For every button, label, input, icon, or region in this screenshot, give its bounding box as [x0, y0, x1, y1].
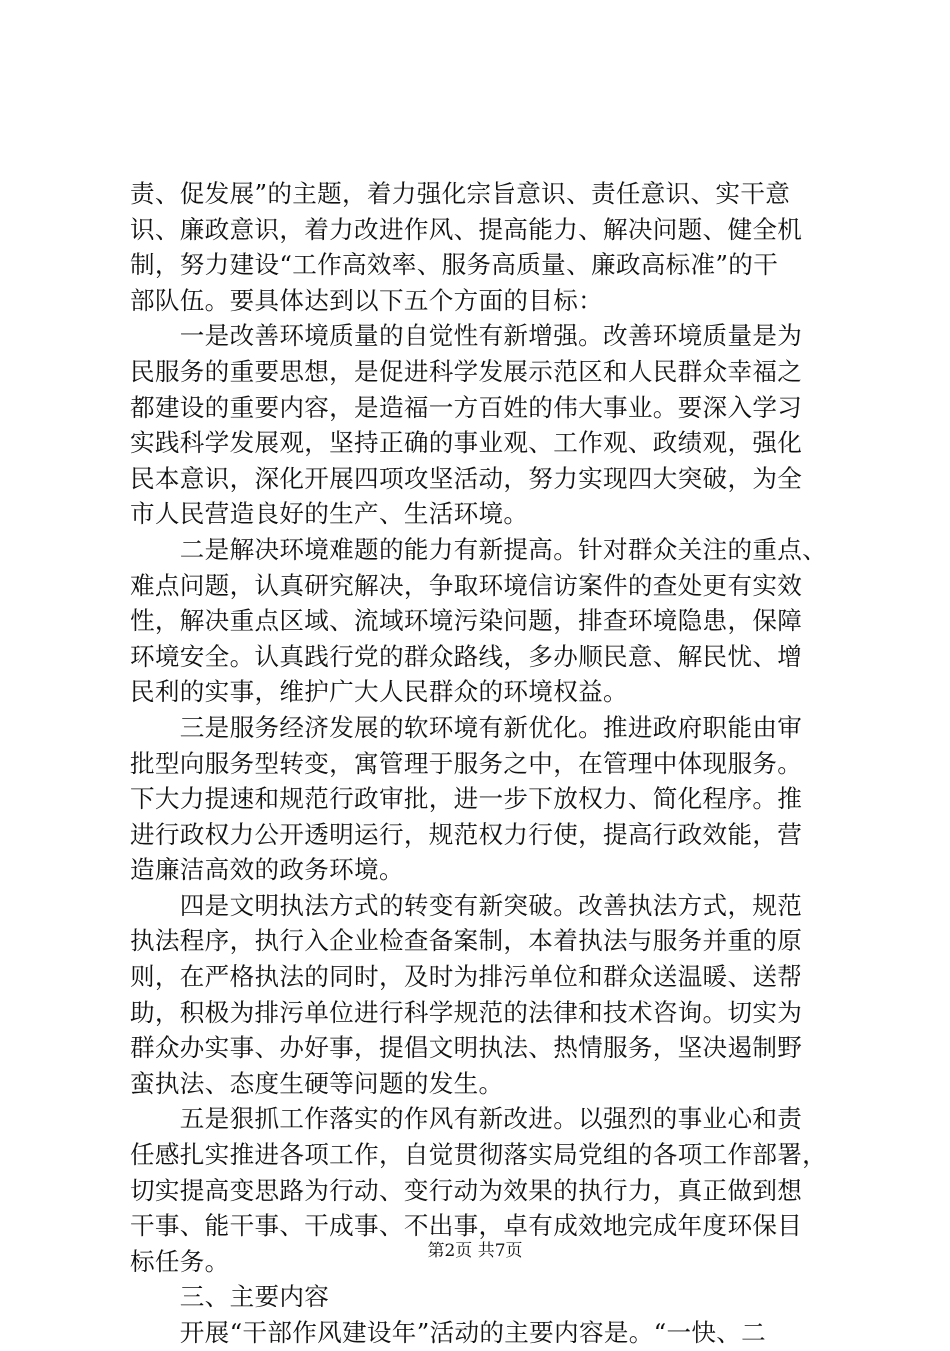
text-line: 环境安全。认真践行党的群众路线，多办顺民意、解民忧、增: [130, 641, 803, 671]
text-line: 民利的实事，维护广大人民群众的环境权益。: [130, 677, 628, 707]
text-line: 四是文明执法方式的转变有新突破。改善执法方式，规范: [130, 890, 803, 920]
text-line: 三是服务经济发展的软环境有新优化。推进政府职能由审: [130, 712, 803, 742]
text-line: 三、主要内容: [130, 1282, 330, 1312]
text-line: 则，在严格执法的同时，及时为排污单位和群众送温暖、送帮: [130, 962, 803, 992]
body-text: [130, 176, 830, 1351]
text-line: 标任务。: [130, 1246, 230, 1276]
text-line: 性，解决重点区域、流域环境污染问题，排查环境隐患，保障: [130, 606, 803, 636]
text-line: 开展“干部作风建设年”活动的主要内容是。“一快、二: [130, 1318, 767, 1347]
text-line: 一是改善环境质量的自觉性有新增强。改善环境质量是为: [130, 321, 803, 351]
page-footer: 第2页 共7页: [427, 1241, 523, 1261]
text-line: 批型向服务型转变，寓管理于服务之中，在管理中体现服务。: [130, 748, 803, 778]
text-line: 责、促发展”的主题，着力强化宗旨意识、责任意识、实干意: [130, 179, 791, 208]
text-line: 部队伍。要具体达到以下五个方面的目标：: [130, 285, 603, 315]
text-line: 五是狠抓工作落实的作风有新改进。以强烈的事业心和责: [130, 1104, 803, 1134]
text-line: 市人民营造良好的生产、生活环境。: [130, 499, 529, 529]
text-line: 制，努力建设“工作高效率、服务高质量、廉政高标准”的干: [130, 250, 779, 280]
text-line: 干事、能干事、干成事、不出事，卓有成效地完成年度环保目: [130, 1211, 803, 1241]
text-line: 群众办实事、办好事，提倡文明执法、热情服务，坚决遏制野: [130, 1033, 803, 1063]
text-line: 实践科学发展观，坚持正确的事业观、工作观、政绩观，强化: [130, 428, 803, 458]
text-line: 下大力提速和规范行政审批，进一步下放权力、简化程序。推: [130, 784, 803, 814]
text-line: 造廉洁高效的政务环境。: [130, 855, 404, 885]
text-line: 二是解决环境难题的能力有新提高。针对群众关注的重点、: [130, 534, 828, 564]
text-line: 民服务的重要思想，是促进科学发展示范区和人民群众幸福之: [130, 356, 803, 386]
text-line: 切实提高变思路为行动、变行动为效果的执行力，真正做到想: [130, 1175, 803, 1205]
text-line: 民本意识，深化开展四项攻坚活动，努力实现四大突破，为全: [130, 463, 803, 493]
text-line: 执法程序，执行入企业检查备案制，本着执法与服务并重的原: [130, 926, 803, 956]
text-line: 任感扎实推进各项工作，自觉贯彻落实局党组的各项工作部署，: [130, 1140, 828, 1170]
text-line: 进行政权力公开透明运行，规范权力行使，提高行政效能，营: [130, 819, 803, 849]
text-line: 蛮执法、态度生硬等问题的发生。: [130, 1068, 504, 1098]
text-line: 助，积极为排污单位进行科学规范的法律和技术咨询。切实为: [130, 997, 803, 1027]
text-line: 识、廉政意识，着力改进作风、提高能力、解决问题、健全机: [130, 214, 803, 244]
text-line: 难点问题，认真研究解决，争取环境信访案件的查处更有实效: [130, 570, 803, 600]
text-line: 都建设的重要内容，是造福一方百姓的伟大事业。要深入学习: [130, 392, 803, 422]
